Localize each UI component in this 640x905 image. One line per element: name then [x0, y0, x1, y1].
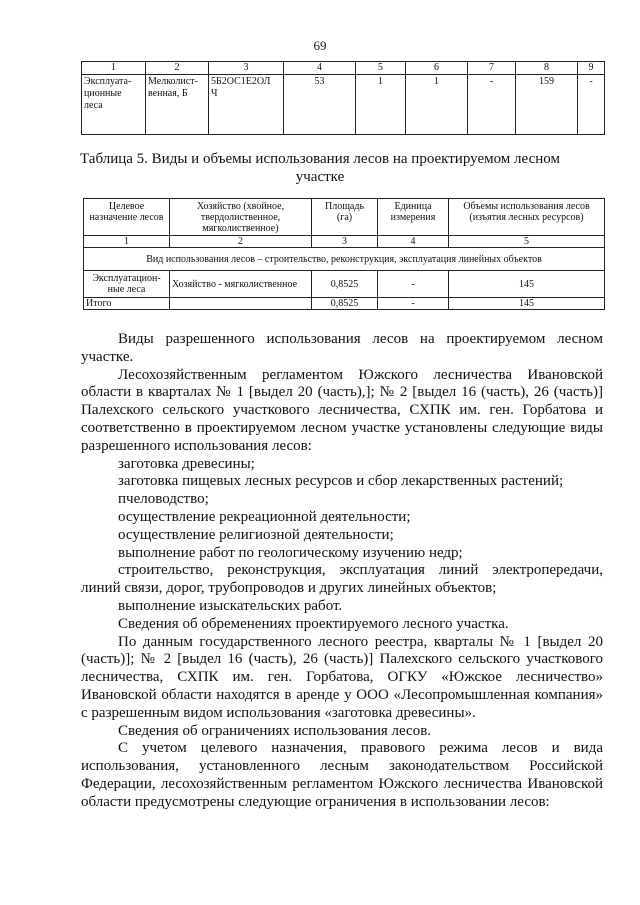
header-volume: Объемы использования лесов (изъятия лесных ресурсов)	[449, 199, 605, 236]
list-item: выполнение изыскательских работ.	[118, 597, 343, 614]
col-num: 3	[209, 62, 284, 75]
cell-type: Мелколист- венная, Б	[146, 75, 209, 135]
col-num: 4	[378, 236, 449, 248]
table-caption-line2: участке	[295, 169, 345, 185]
col-num: 3	[312, 236, 378, 248]
col-num: 2	[170, 236, 312, 248]
cell-composition: 5Б2ОС1Е2ОЛ Ч	[209, 75, 284, 135]
col-num: 1	[84, 236, 170, 248]
cell-value: -	[578, 75, 605, 135]
list-item: осуществление религиозной деятельности;	[118, 526, 394, 543]
table-header-row	[84, 199, 605, 236]
cell-unit: -	[378, 298, 449, 310]
cell-purpose: Эксплуата- ционные леса	[82, 75, 146, 135]
paragraph: Сведения об ограничениях использования лесов.	[118, 722, 432, 739]
col-num: 9	[578, 62, 605, 75]
paragraph: Лесохозяйственным регламентом Южского лесничества Ивановской области в кварталах № 1 [выдел 20 (часть),]; № 2 [выдел 16 (часть), 26 (часть)] Палехского сельского участкового лесничества, СХПК им. ген. Горбатова и соответственно в проектируемом лесном участке установлены следующие виды разрешенного использования лесов:	[81, 366, 603, 454]
body-text	[81, 331, 603, 812]
col-num: 6	[406, 62, 468, 75]
paragraph: Виды разрешенного использования лесов на проектируемом лесном участке.	[81, 331, 603, 365]
list-item: осуществление рекреационной деятельности;	[118, 508, 411, 525]
cell-volume: 145	[449, 271, 605, 298]
cell-value: 1	[406, 75, 468, 135]
col-num: 7	[468, 62, 516, 75]
table-number-row	[84, 236, 605, 248]
col-num: 4	[284, 62, 356, 75]
cell-value: 53	[284, 75, 356, 135]
table-row	[84, 271, 605, 298]
header-economy: Хозяйство (хвойное, твердолиственное, мягколиственное)	[170, 199, 312, 236]
header-purpose: Целевое назначение лесов	[84, 199, 170, 236]
table-total-row	[84, 298, 605, 310]
cell-value: 1	[356, 75, 406, 135]
cell-area: 0,8525	[312, 271, 378, 298]
list-item: заготовка пищевых лесных ресурсов и сбор лекарственных растений;	[118, 473, 564, 490]
list-item: заготовка древесины;	[118, 455, 255, 472]
list-item: пчеловодство;	[118, 491, 209, 508]
list-item: строительство, реконструкция, эксплуатация линий электропередачи, линий связи, дорог, трубопроводов и других линейных объектов;	[81, 562, 603, 597]
paragraph: По данным государственного лесного реестра, кварталы № 1 [выдел 20 (часть)]; № 2 [выдел 16 (часть), 26 (часть)] Палехского сельского участкового лесничества, СХПК им. ген. Горбатова, ОГКУ «Южское лесничество» Ивановской области находятся в аренде у ООО «Лесопромышленная компания» с разрешенным видом использования «заготовка древесины».	[81, 633, 603, 721]
table-row	[82, 75, 605, 135]
col-num: 8	[516, 62, 578, 75]
cell-area: 0,8525	[312, 298, 378, 310]
cell-unit: -	[378, 271, 449, 298]
col-num: 5	[356, 62, 406, 75]
col-num: 1	[82, 62, 146, 75]
cell-economy: Хозяйство - мягколиственное	[170, 271, 312, 298]
header-unit: Единица измерения	[378, 199, 449, 236]
table-section-row	[84, 248, 605, 271]
table-header-row	[82, 62, 605, 75]
cell-total-label: Итого	[84, 298, 170, 310]
col-num: 2	[146, 62, 209, 75]
continued-table	[81, 61, 605, 135]
cell-empty	[170, 298, 312, 310]
cell-purpose: Эксплуатацион- ные леса	[84, 271, 170, 298]
section-title: Вид использования лесов – строительство, реконструкция, эксплуатация линейных объектов	[84, 248, 605, 271]
header-area: Площадь (га)	[312, 199, 378, 236]
forest-use-table	[83, 198, 605, 310]
table-caption-line1: Таблица 5. Виды и объемы использования лесов на проектируемом лесном	[80, 151, 560, 167]
col-num: 5	[449, 236, 605, 248]
cell-volume: 145	[449, 298, 605, 310]
page-number: 69	[313, 38, 327, 53]
list-item: выполнение работ по геологическому изучению недр;	[118, 544, 463, 561]
paragraph: Сведения об обременениях проектируемого лесного участка.	[118, 615, 509, 632]
cell-value: -	[468, 75, 516, 135]
paragraph: С учетом целевого назначения, правового режима лесов и вида использования, установленного лесным законодательством Российской Федерации, лесохозяйственным регламентом Южского лесничества Ивановской области предусмотрены следующие ограничения в использовании лесов:	[81, 740, 603, 810]
cell-value: 159	[516, 75, 578, 135]
